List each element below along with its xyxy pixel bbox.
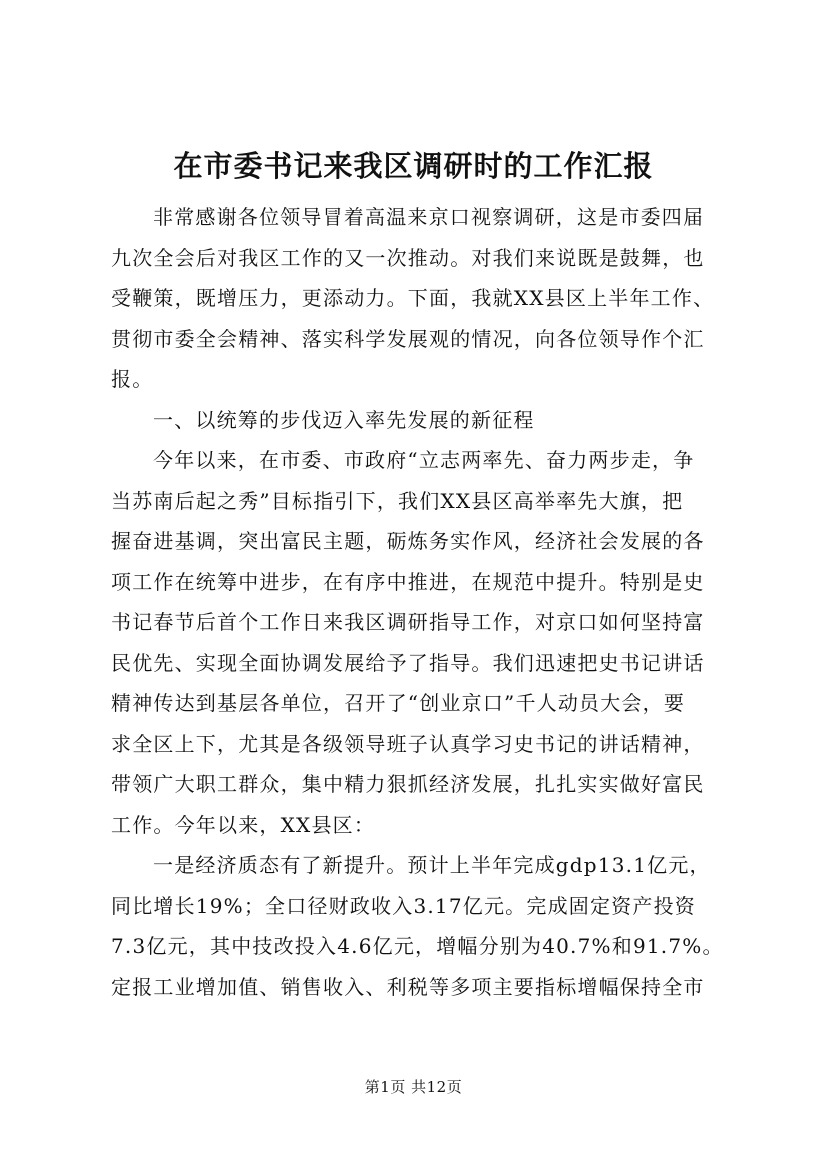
- page-number: 第1页 共12页: [364, 1078, 463, 1096]
- paragraph-line: 一是经济质态有了新提升。预计上半年完成gdp13.1亿元，: [153, 853, 711, 877]
- paragraph-line: 九次全会后对我区工作的又一次推动。对我们来说既是鼓舞，也: [111, 245, 705, 270]
- paragraph-line: 项工作在统筹中进步，在有序中推进，在规范中提升。特别是史: [111, 569, 705, 594]
- paragraph-line: 受鞭策，既增压力，更添动力。下面，我就XX县区上半年工作、: [111, 286, 715, 310]
- paragraph-line: 求全区上下，尤其是各级领导班子认真学习史书记的讲话精神，: [111, 731, 705, 756]
- paragraph-line: 工作。今年以来，XX县区：: [111, 812, 376, 837]
- paragraph-line: 非常感谢各位领导冒着高温来京口视察调研，这是市委四届: [153, 205, 705, 229]
- paragraph-line: 握奋进基调，突出富民主题，砺炼务实作风，经济社会发展的各: [111, 529, 705, 553]
- paragraph-line: 定报工业增加值、销售收入、利税等多项主要指标增幅保持全市: [111, 974, 705, 999]
- paragraph-line: 当苏南后起之秀”目标指引下，我们XX县区高举率先大旗，把: [111, 488, 684, 513]
- paragraph-line: 报。: [111, 367, 154, 391]
- document-title: 在市委书记来我区调研时的工作汇报: [173, 149, 654, 183]
- paragraph-line: 民优先、实现全面协调发展给予了指导。我们迅速把史书记讲话: [111, 650, 705, 675]
- paragraph-line: 今年以来，在市委、市政府“立志两率先、奋力两步走，争: [153, 448, 695, 472]
- paragraph-line: 书记春节后首个工作日来我区调研指导工作，对京口如何坚持富: [111, 610, 705, 634]
- document-body: [111, 197, 771, 1007]
- paragraph-line: 贯彻市委全会精神、落实科学发展观的情况，向各位领导作个汇: [111, 326, 705, 351]
- section-heading: 一、以统筹的步伐迈入率先发展的新征程: [153, 407, 535, 432]
- paragraph-line: 7.3亿元，其中技改投入4.6亿元，增幅分别为40.7%和91.7%。: [111, 934, 724, 958]
- paragraph-line: 带领广大职工群众，集中精力狠抓经济发展，扎扎实实做好富民: [111, 772, 705, 796]
- paragraph-line: 精神传达到基层各单位，召开了“创业京口”千人动员大会，要: [111, 691, 686, 715]
- paragraph-line: 同比增长19%；全口径财政收入3.17亿元。完成固定资产投资: [111, 893, 696, 918]
